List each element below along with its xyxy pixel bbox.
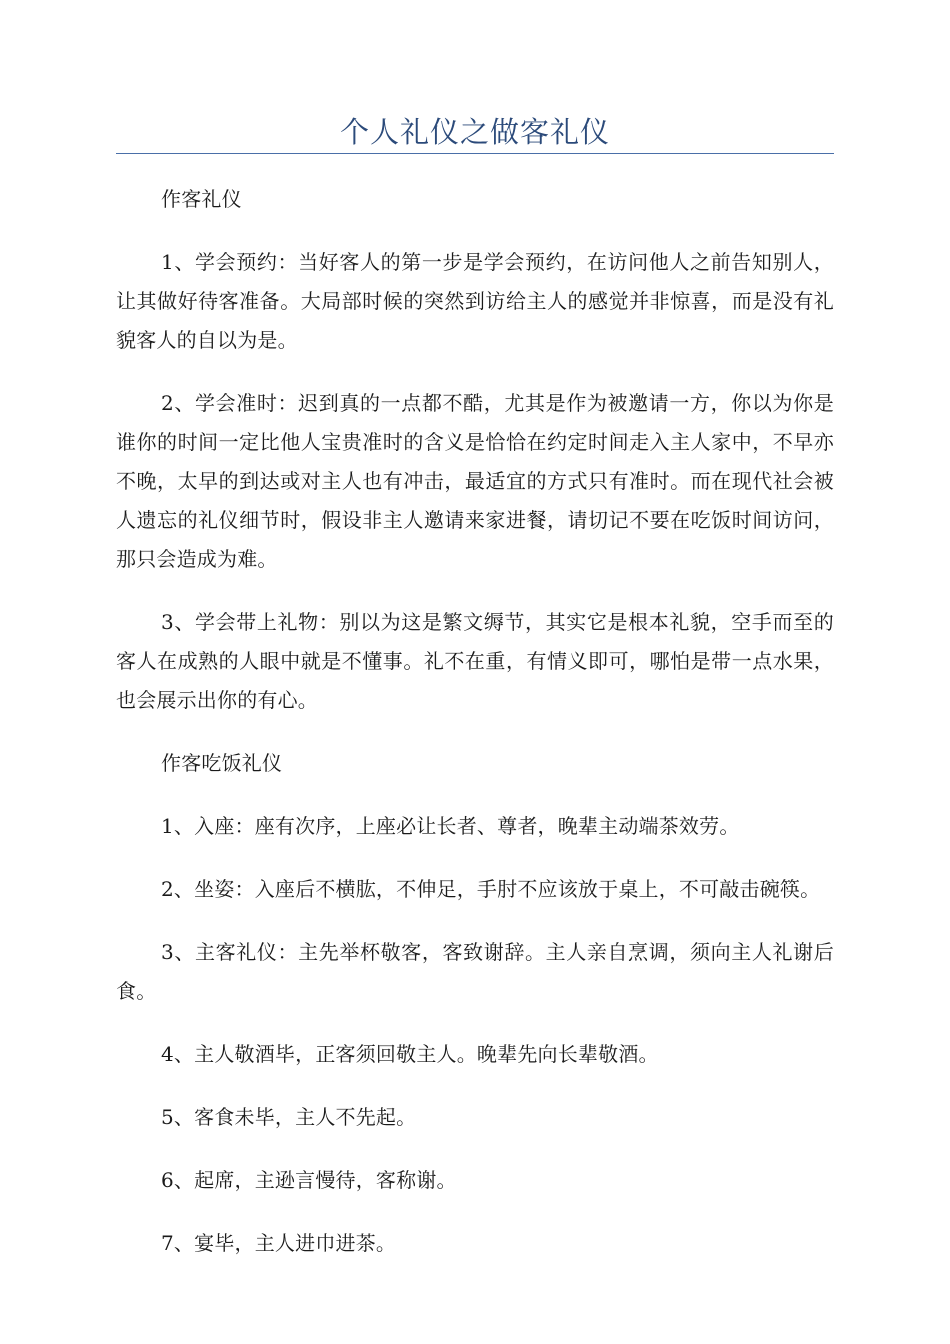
paragraph-toast: 4、主人敬酒毕，正客须回敬主人。晚辈先向长辈敬酒。 [161, 1042, 659, 1066]
paragraph-finish-eating: 5、客食未毕，主人不先起。 [161, 1105, 417, 1129]
document-title: 个人礼仪之做客礼仪 [339, 115, 610, 149]
paragraph-punctuality: 2、学会准时：迟到真的一点都不酷，尤其是作为被邀请一方，你以为你是谁你的时间一定比他人宝贵准时的含义是恰恰在约定时间走入主人家中，不早亦不晚，太早的到达或对主人也有冲击，最适宜的方式只有准时。而在现代社会被人遗忘的礼仪细节时，假设非主人邀请来家进餐，请切记不要在吃饭时间访问，那只会造成为难。 [116, 391, 834, 571]
document-body [116, 180, 834, 1263]
paragraph-leaving-table: 6、起席，主逊言慢待，客称谢。 [161, 1168, 457, 1192]
paragraph-posture: 2、坐姿：入座后不横肱，不伸足，手肘不应该放于桌上，不可敲击碗筷。 [161, 877, 821, 901]
paragraph-gifts: 3、学会带上礼物：别以为这是繁文缛节，其实它是根本礼貌，空手而至的客人在成熟的人眼中就是不懂事。礼不在重，有情义即可，哪怕是带一点水果，也会展示出你的有心。 [116, 610, 834, 712]
section-heading-visiting: 作客礼仪 [161, 187, 242, 211]
paragraph-seating: 1、入座：座有次序，上座必让长者、尊者，晚辈主动端茶效劳。 [161, 814, 740, 838]
title-underline [116, 153, 834, 154]
document-page [116, 0, 834, 1287]
paragraph-after-banquet: 7、宴毕，主人进巾进茶。 [161, 1231, 397, 1255]
section-heading-dining: 作客吃饭礼仪 [161, 751, 283, 775]
paragraph-host-guest: 3、主客礼仪：主先举杯敬客，客致谢辞。主人亲自烹调，须向主人礼谢后食。 [116, 940, 834, 1003]
paragraph-appointment: 1、学会预约：当好客人的第一步是学会预约，在访问他人之前告知别人，让其做好待客准备。大局部时候的突然到访给主人的感觉并非惊喜，而是没有礼貌客人的自以为是。 [116, 250, 834, 352]
